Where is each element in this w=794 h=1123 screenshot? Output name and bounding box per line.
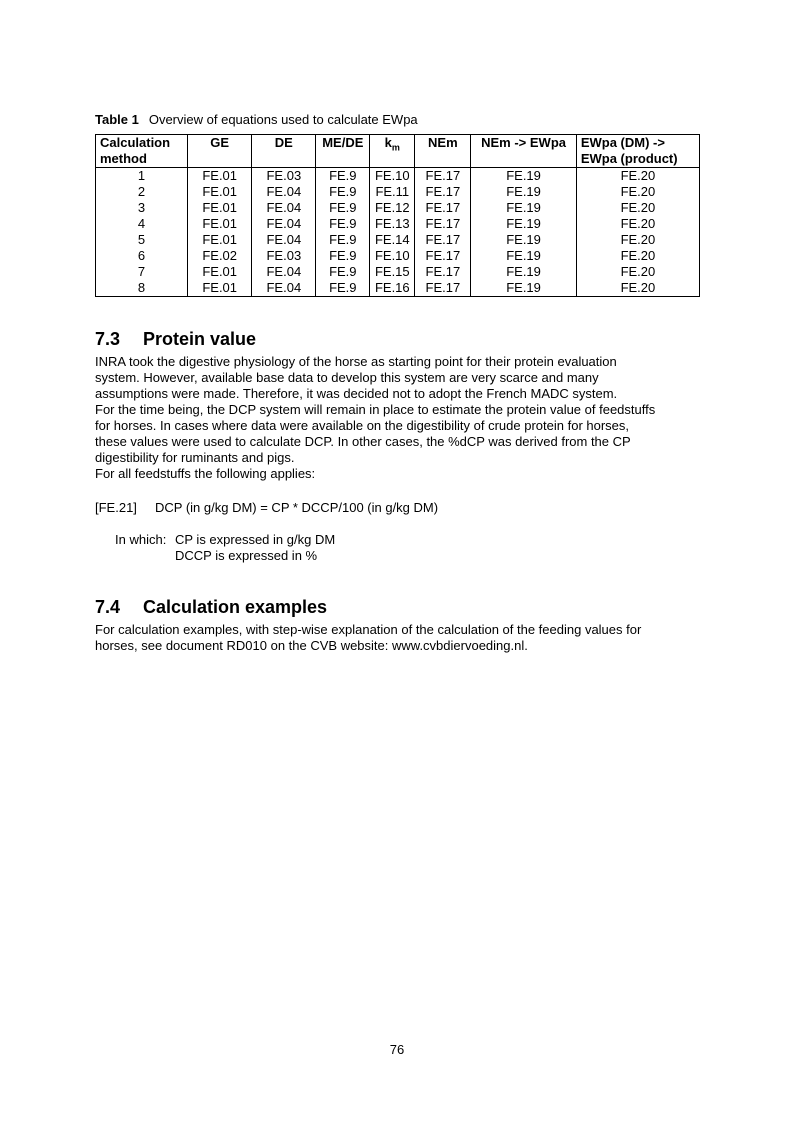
header-ge: GE [188, 135, 252, 168]
table-cell: FE.9 [316, 248, 370, 264]
table-cell: FE.19 [471, 232, 577, 248]
table-row [96, 216, 700, 232]
header-de: DE [252, 135, 316, 168]
table-cell: FE.19 [471, 264, 577, 280]
table-row [96, 200, 700, 216]
equation-text: DCP (in g/kg DM) = CP * DCCP/100 (in g/kg DM) [155, 500, 439, 515]
table-cell: FE.17 [415, 184, 471, 200]
table-cell: FE.01 [188, 168, 252, 185]
table-cell: FE.19 [471, 280, 577, 297]
header-nem: NEm [415, 135, 471, 168]
table-cell: FE.17 [415, 248, 471, 264]
table-cell: FE.20 [576, 264, 699, 280]
table-cell: FE.9 [316, 264, 370, 280]
table-row [96, 248, 700, 264]
table-cell: FE.17 [415, 216, 471, 232]
table-header-row [96, 135, 700, 168]
table-cell: FE.03 [252, 248, 316, 264]
table-cell: 6 [96, 248, 188, 264]
table-caption [95, 112, 418, 127]
table-cell: FE.04 [252, 200, 316, 216]
table-cell: FE.17 [415, 280, 471, 297]
table-cell: FE.20 [576, 168, 699, 185]
table-cell: FE.20 [576, 280, 699, 297]
table-cell: FE.20 [576, 232, 699, 248]
table-cell: FE.20 [576, 184, 699, 200]
table-cell: FE.10 [370, 248, 415, 264]
table-cell: FE.19 [471, 248, 577, 264]
table-cell: FE.20 [576, 248, 699, 264]
section-7-4-paragraph: For calculation examples, with step-wise explanation of the calculation of the feeding values for horses, see document RD010 on the CVB website: www.cvbdiervoeding.nl. [95, 622, 642, 653]
table-cell: FE.9 [316, 200, 370, 216]
equation-fe21 [95, 500, 438, 515]
table-cell: FE.19 [471, 216, 577, 232]
table-cell: FE.9 [316, 184, 370, 200]
table-cell: FE.19 [471, 168, 577, 185]
table-caption-text: Overview of equations used to calculate EWpa [148, 112, 418, 127]
table-cell: FE.20 [576, 216, 699, 232]
table-cell: FE.01 [188, 184, 252, 200]
table-cell: FE.04 [252, 280, 316, 297]
table-row [96, 280, 700, 297]
table-cell: FE.17 [415, 232, 471, 248]
table-cell: FE.9 [316, 168, 370, 185]
table-cell: FE.11 [370, 184, 415, 200]
table-cell: FE.01 [188, 200, 252, 216]
header-ewpa-dm-product: EWpa (DM) -> EWpa (product) [576, 135, 699, 168]
header-calculation-method: Calculation method [96, 135, 188, 168]
table-cell: 5 [96, 232, 188, 248]
table-cell: FE.03 [252, 168, 316, 185]
table-cell: 3 [96, 200, 188, 216]
section-heading-7-3: 7.3 Protein value [95, 329, 257, 349]
table-row [96, 232, 700, 248]
table-caption-label: Table 1 [95, 112, 139, 127]
table-cell: FE.01 [188, 216, 252, 232]
table-cell: 1 [96, 168, 188, 185]
table-cell: FE.9 [316, 232, 370, 248]
table-cell: FE.17 [415, 168, 471, 185]
table-cell: FE.19 [471, 200, 577, 216]
equation-tag: [FE.21] [95, 500, 137, 515]
header-me-de: ME/DE [316, 135, 370, 168]
table-cell: FE.19 [471, 184, 577, 200]
table-cell: FE.10 [370, 168, 415, 185]
table-cell: 4 [96, 216, 188, 232]
table-cell: FE.01 [188, 280, 252, 297]
table-cell: FE.13 [370, 216, 415, 232]
table-cell: FE.01 [188, 232, 252, 248]
table-cell: FE.9 [316, 280, 370, 297]
equation-definitions: In which: CP is expressed in g/kg DM DCCP is expressed in % [115, 532, 336, 563]
table-cell: 2 [96, 184, 188, 200]
header-km: $k_m$ [370, 135, 415, 168]
table-cell: FE.02 [188, 248, 252, 264]
table-cell: FE.17 [415, 264, 471, 280]
page-number: 76 [389, 1042, 405, 1057]
table-cell: 8 [96, 280, 188, 297]
table-row [96, 168, 700, 185]
section-heading-7-4: 7.4 Calculation examples [95, 597, 328, 617]
table-cell: FE.12 [370, 200, 415, 216]
table-row [96, 264, 700, 280]
table-cell: FE.16 [370, 280, 415, 297]
table-cell: FE.01 [188, 264, 252, 280]
table-cell: FE.17 [415, 200, 471, 216]
header-nem-ewpa: NEm -> EWpa [471, 135, 577, 168]
table-cell: FE.15 [370, 264, 415, 280]
table-cell: FE.9 [316, 216, 370, 232]
table-cell: FE.20 [576, 200, 699, 216]
table-cell: FE.04 [252, 216, 316, 232]
table-row [96, 184, 700, 200]
equations-table [95, 134, 700, 297]
table-cell: FE.14 [370, 232, 415, 248]
table-cell: FE.04 [252, 232, 316, 248]
table-cell: FE.04 [252, 264, 316, 280]
table-cell: FE.04 [252, 184, 316, 200]
table-cell: 7 [96, 264, 188, 280]
section-7-3-paragraph: INRA took the digestive physiology of the horse as starting point for their protein evaluation system. However, available base data to develop this system are very scarce and many assumptions were made. Therefore, it was decided not to adopt the French MADC system. For the time being, the DCP system will remain in place to estimate the protein value of feedstuffs for horses. In cases where data were available on the digestibility of crude protein for horses, these values were used to calculate DCP. In other cases, the %dCP was derived from the CP digestibility for ruminants and pigs. For all feedstuffs the following applies: [95, 354, 656, 481]
